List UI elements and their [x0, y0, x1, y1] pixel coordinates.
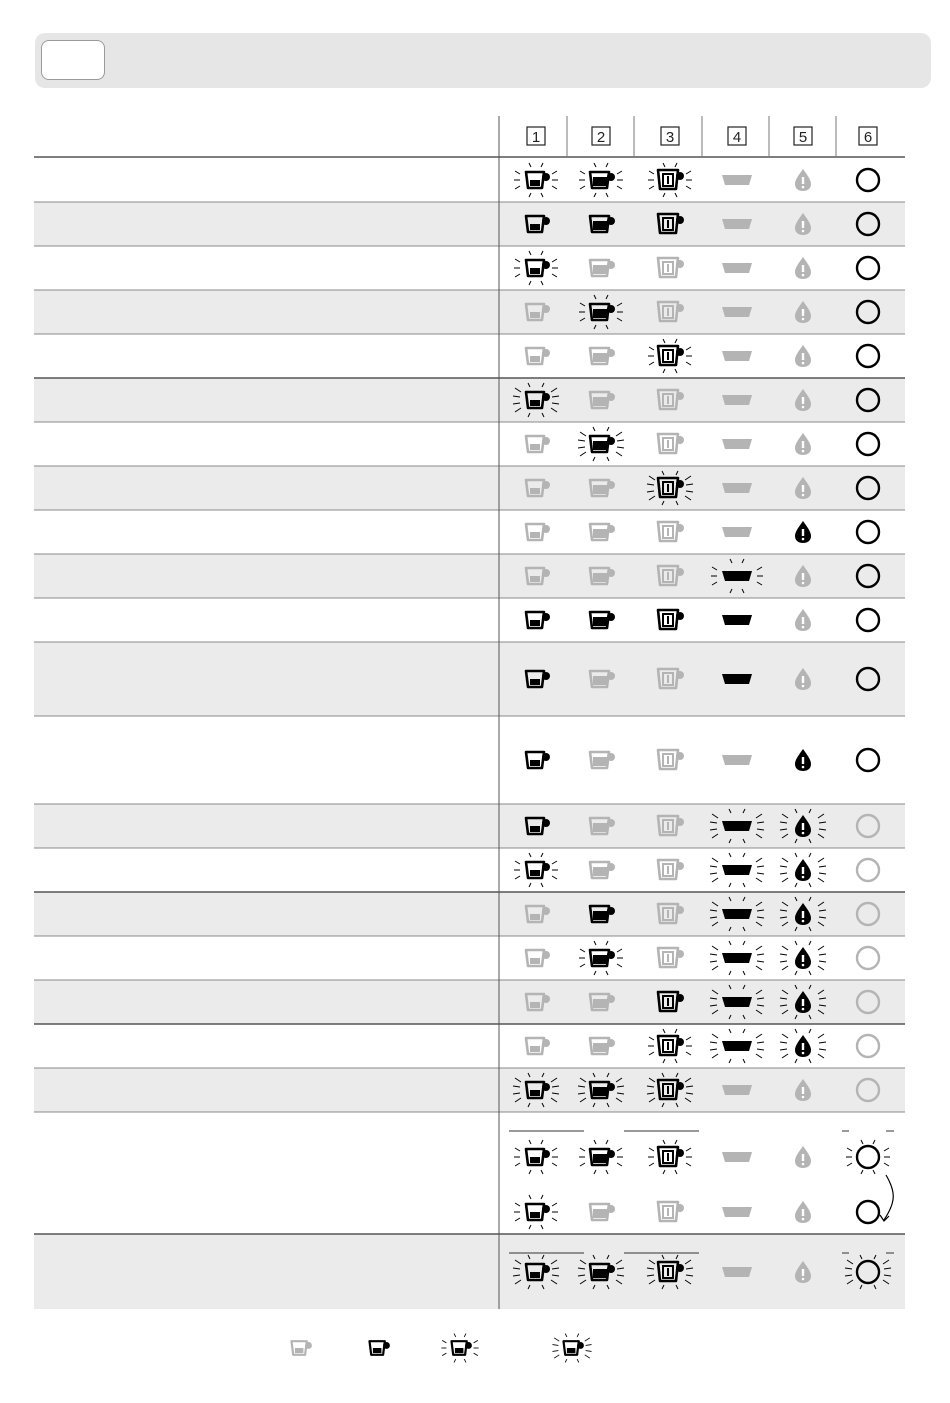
table-row	[34, 598, 905, 642]
svg-text:3: 3	[665, 129, 675, 146]
table-row	[34, 202, 905, 246]
drip-tray-icon	[722, 1267, 752, 1277]
table-row	[34, 642, 905, 716]
drip-tray-icon	[722, 439, 752, 449]
legend-blink-icon	[441, 1334, 478, 1363]
drip-tray-icon	[722, 527, 752, 537]
column-number-4	[728, 127, 746, 146]
legend-blink-fast-icon	[552, 1334, 591, 1363]
svg-text:2: 2	[596, 129, 606, 146]
table-row	[34, 466, 905, 510]
column-number-2	[592, 127, 610, 146]
legend-off-icon	[292, 1341, 312, 1355]
table-row	[34, 422, 905, 466]
table-row	[34, 1112, 905, 1234]
table-row	[34, 892, 905, 936]
drip-tray-icon	[722, 219, 752, 229]
column-number-6	[859, 127, 877, 146]
svg-text:6: 6	[863, 129, 873, 146]
table-row	[34, 334, 905, 378]
table-row	[34, 157, 905, 202]
table-row	[34, 510, 905, 554]
table-row	[34, 716, 905, 804]
led-status-table-graphic	[34, 116, 905, 1309]
drip-tray-icon	[722, 351, 752, 361]
column-number-1	[527, 127, 545, 146]
drip-tray-icon	[722, 755, 752, 765]
legend-on-icon	[370, 1341, 390, 1355]
section-badge	[41, 40, 105, 80]
table-row	[34, 378, 905, 422]
table-row	[34, 936, 905, 980]
table-row	[34, 1068, 905, 1112]
column-number-3	[661, 127, 679, 146]
led-legend	[0, 1330, 950, 1370]
drip-tray-icon	[722, 175, 752, 185]
table-header-row	[34, 116, 905, 157]
svg-text:5: 5	[798, 129, 808, 146]
drip-tray-icon	[722, 615, 752, 625]
table-row	[34, 1234, 905, 1309]
svg-text:1: 1	[531, 129, 541, 146]
column-number-5	[794, 127, 812, 146]
table-row	[34, 980, 905, 1024]
table-row	[34, 1024, 905, 1068]
drip-tray-icon	[722, 395, 752, 405]
drip-tray-icon	[722, 1152, 752, 1162]
drip-tray-icon	[722, 307, 752, 317]
table-row	[34, 848, 905, 892]
section-header-bar	[35, 33, 931, 88]
table-row	[34, 290, 905, 334]
drip-tray-icon	[722, 674, 752, 684]
drip-tray-icon	[722, 483, 752, 493]
drip-tray-icon	[722, 1207, 752, 1217]
table-row	[34, 804, 905, 848]
drip-tray-icon	[722, 1085, 752, 1095]
table-row	[34, 246, 905, 290]
drip-tray-icon	[722, 263, 752, 273]
svg-text:4: 4	[732, 129, 742, 146]
table-row	[34, 554, 905, 598]
